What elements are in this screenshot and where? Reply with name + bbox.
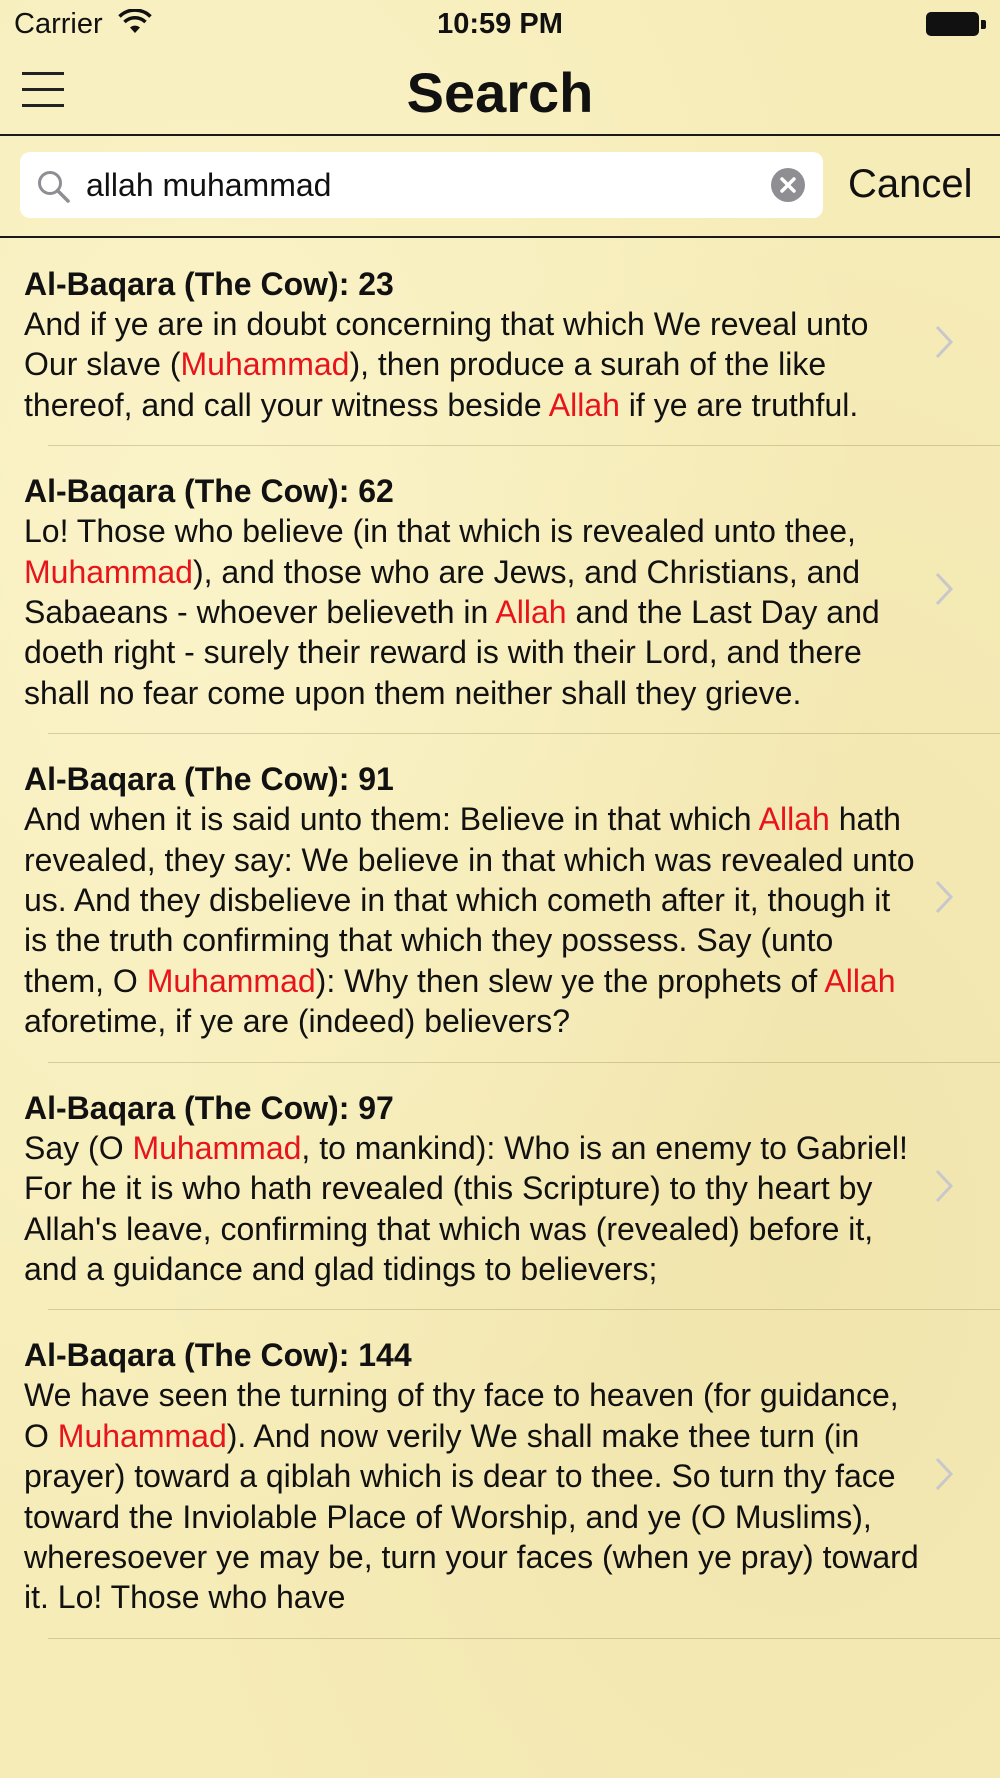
- result-text: [24, 799, 920, 1041]
- verse-text: ), and those who are Jews, and Christians, and Sabaeans - whoever believeth in: [24, 553, 860, 631]
- result-title: Al-Baqara (The Cow): 91: [24, 761, 394, 798]
- verse-text: and the Last Day and doeth right - surely their reward is with their Lord, and there shall no fear come upon them neither shall they grieve.: [24, 594, 880, 711]
- search-highlight: Muhammad: [24, 553, 193, 590]
- verse-text: hath revealed, they say: We believe in that which was revealed unto us. And they disbelieve in that which cometh after it, though it is the truth confirming that which they possess. Say (unto them, O: [24, 801, 915, 999]
- result-text: [24, 1375, 920, 1617]
- result-title: Al-Baqara (The Cow): 23: [24, 266, 394, 302]
- result-text: [24, 1128, 920, 1290]
- verse-text: , to mankind): Who is an enemy to Gabriel! For he it is who hath revealed (this Scripture) to thy heart by Allah's leave, confirming that which was (revealed) before it, and a guidance and glad tidings to believers;: [24, 1129, 908, 1287]
- verse-text: We have seen the turning of thy face to heaven (for guidance, O: [24, 1377, 899, 1454]
- result-text: [24, 511, 920, 713]
- cancel-button[interactable]: Cancel: [848, 162, 973, 206]
- carrier-label: Carrier: [14, 8, 103, 40]
- page-title: Search: [406, 61, 594, 124]
- search-highlight: Allah: [824, 962, 896, 999]
- search-highlight: Muhammad: [180, 346, 350, 383]
- result-title: Al-Baqara (The Cow): 62: [24, 473, 394, 510]
- chevron-right-icon: [934, 879, 954, 915]
- status-time: 10:59 PM: [437, 8, 563, 40]
- search-highlight: Muhammad: [146, 962, 316, 999]
- battery-icon: [926, 12, 986, 38]
- row-separator: [48, 1638, 1000, 1639]
- result-title: Al-Baqara (The Cow): 144: [24, 1337, 412, 1374]
- search-input[interactable]: [86, 152, 766, 218]
- verse-text: And when it is said unto them: Believe in that which: [24, 801, 759, 838]
- clear-icon[interactable]: [771, 168, 805, 202]
- result-row[interactable]: [0, 1062, 1000, 1310]
- chevron-right-icon: [934, 571, 954, 607]
- status-bar: [0, 0, 1000, 50]
- chevron-right-icon: [934, 324, 954, 360]
- verse-text: ). And now verily We shall make thee turn (in prayer) toward a qiblah which is dear to thee. So turn thy face toward the Inviolable Place of Worship, and ye (O Muslims), wheresoever ye may be, turn your faces (when ye pray) toward it. Lo! Those who have: [24, 1417, 919, 1616]
- chevron-right-icon: [934, 1456, 954, 1492]
- verse-text: if ye are truthful.: [619, 386, 859, 423]
- result-title: Al-Baqara (The Cow): 97: [24, 1089, 394, 1126]
- search-icon: [36, 169, 72, 205]
- result-text: [24, 304, 920, 425]
- result-row[interactable]: [0, 445, 1000, 733]
- verse-text: Lo! Those who believe (in that which is revealed unto thee,: [24, 513, 856, 550]
- search-highlight: Allah: [495, 594, 567, 631]
- search-highlight: Muhammad: [57, 1417, 227, 1454]
- navigation-bar: [0, 50, 1000, 136]
- verse-text: ), then produce a surah of the like thereof, and call your witness beside: [24, 346, 827, 423]
- verse-text: ): Why then slew ye the prophets of: [315, 962, 825, 999]
- verse-text: aforetime, if ye are (indeed) believers?: [24, 1003, 571, 1040]
- results-list: [0, 238, 1000, 1778]
- chevron-right-icon: [934, 1168, 954, 1204]
- search-highlight: Muhammad: [132, 1129, 302, 1166]
- search-bar: [0, 136, 1000, 238]
- verse-text: Say (O: [24, 1129, 133, 1166]
- search-highlight: Allah: [548, 386, 620, 423]
- search-field[interactable]: [20, 152, 823, 218]
- verse-text: And if ye are in doubt concerning that which We reveal unto Our slave (: [24, 306, 869, 383]
- result-row[interactable]: [0, 1309, 1000, 1637]
- search-highlight: Allah: [758, 801, 830, 838]
- result-row[interactable]: [0, 733, 1000, 1061]
- result-row[interactable]: [0, 238, 1000, 445]
